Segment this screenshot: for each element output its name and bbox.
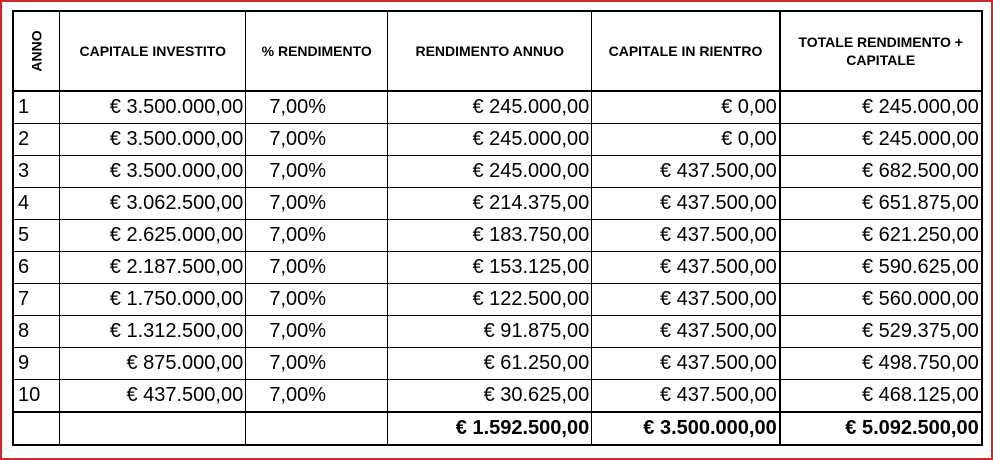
cell-empty [60,412,246,445]
cell-percent-rendimento: 7,00% [246,124,388,156]
header-anno: ANNO [13,11,60,91]
cell-totale: € 529.375,00 [780,316,982,348]
cell-percent-rendimento: 7,00% [246,252,388,284]
cell-percent-rendimento: 7,00% [246,91,388,124]
cell-anno: 2 [13,124,60,156]
cell-percent-rendimento: 7,00% [246,284,388,316]
cell-capitale-in-rientro: € 437.500,00 [592,380,780,413]
cell-empty [246,412,388,445]
cell-totale: € 682.500,00 [780,156,982,188]
table-body [13,91,982,445]
cell-capitale-in-rientro: € 437.500,00 [592,284,780,316]
cell-percent-rendimento: 7,00% [246,380,388,413]
header-row [13,11,982,91]
header-capitale-investito: CAPITALE INVESTITO [60,11,246,91]
cell-anno: 4 [13,188,60,220]
cell-rendimento-annuo: € 245.000,00 [388,91,592,124]
total-rientro: € 3.500.000,00 [592,412,780,445]
table-row [13,188,982,220]
cell-totale: € 245.000,00 [780,91,982,124]
cell-totale: € 590.625,00 [780,252,982,284]
cell-totale: € 245.000,00 [780,124,982,156]
cell-totale: € 560.000,00 [780,284,982,316]
cell-rendimento-annuo: € 61.250,00 [388,348,592,380]
cell-capitale-in-rientro: € 437.500,00 [592,220,780,252]
total-rendimento: € 1.592.500,00 [388,412,592,445]
cell-percent-rendimento: 7,00% [246,316,388,348]
header-percent-rendimento: % RENDIMENTO [246,11,388,91]
cell-capitale-investito: € 875.000,00 [60,348,246,380]
cell-percent-rendimento: 7,00% [246,156,388,188]
cell-rendimento-annuo: € 214.375,00 [388,188,592,220]
cell-anno: 5 [13,220,60,252]
cell-anno: 9 [13,348,60,380]
cell-capitale-investito: € 2.187.500,00 [60,252,246,284]
cell-rendimento-annuo: € 30.625,00 [388,380,592,413]
cell-capitale-in-rientro: € 0,00 [592,91,780,124]
cell-anno: 6 [13,252,60,284]
cell-anno: 8 [13,316,60,348]
table-row [13,316,982,348]
total-totale: € 5.092.500,00 [780,412,982,445]
investment-table [12,10,983,446]
cell-totale: € 621.250,00 [780,220,982,252]
cell-anno: 10 [13,380,60,413]
cell-capitale-investito: € 3.500.000,00 [60,91,246,124]
cell-totale: € 468.125,00 [780,380,982,413]
table-row [13,284,982,316]
cell-capitale-in-rientro: € 437.500,00 [592,156,780,188]
cell-capitale-investito: € 3.062.500,00 [60,188,246,220]
spreadsheet-grid [12,10,983,446]
cell-rendimento-annuo: € 245.000,00 [388,124,592,156]
cell-capitale-investito: € 1.312.500,00 [60,316,246,348]
cell-rendimento-annuo: € 245.000,00 [388,156,592,188]
cell-capitale-in-rientro: € 437.500,00 [592,348,780,380]
cell-anno: 3 [13,156,60,188]
table-row [13,252,982,284]
header-totale: TOTALE RENDIMENTO + CAPITALE [780,11,982,91]
cell-capitale-investito: € 437.500,00 [60,380,246,413]
cell-percent-rendimento: 7,00% [246,220,388,252]
totals-row [13,412,982,445]
cell-capitale-in-rientro: € 437.500,00 [592,188,780,220]
cell-rendimento-annuo: € 153.125,00 [388,252,592,284]
cell-percent-rendimento: 7,00% [246,188,388,220]
cell-capitale-in-rientro: € 437.500,00 [592,316,780,348]
cell-capitale-investito: € 1.750.000,00 [60,284,246,316]
cell-rendimento-annuo: € 91.875,00 [388,316,592,348]
cell-totale: € 498.750,00 [780,348,982,380]
cell-totale: € 651.875,00 [780,188,982,220]
table-row [13,124,982,156]
table-row [13,348,982,380]
table-row [13,380,982,413]
cell-capitale-in-rientro: € 0,00 [592,124,780,156]
cell-empty [13,412,60,445]
cell-capitale-investito: € 3.500.000,00 [60,124,246,156]
header-capitale-in-rientro: CAPITALE IN RIENTRO [592,11,780,91]
cell-percent-rendimento: 7,00% [246,348,388,380]
cell-anno: 1 [13,91,60,124]
cell-rendimento-annuo: € 183.750,00 [388,220,592,252]
cell-capitale-in-rientro: € 437.500,00 [592,252,780,284]
cell-capitale-investito: € 3.500.000,00 [60,156,246,188]
table-row [13,156,982,188]
table-row [13,220,982,252]
cell-capitale-investito: € 2.625.000,00 [60,220,246,252]
header-rendimento-annuo: RENDIMENTO ANNUO [388,11,592,91]
cell-anno: 7 [13,284,60,316]
table-row [13,91,982,124]
cell-rendimento-annuo: € 122.500,00 [388,284,592,316]
